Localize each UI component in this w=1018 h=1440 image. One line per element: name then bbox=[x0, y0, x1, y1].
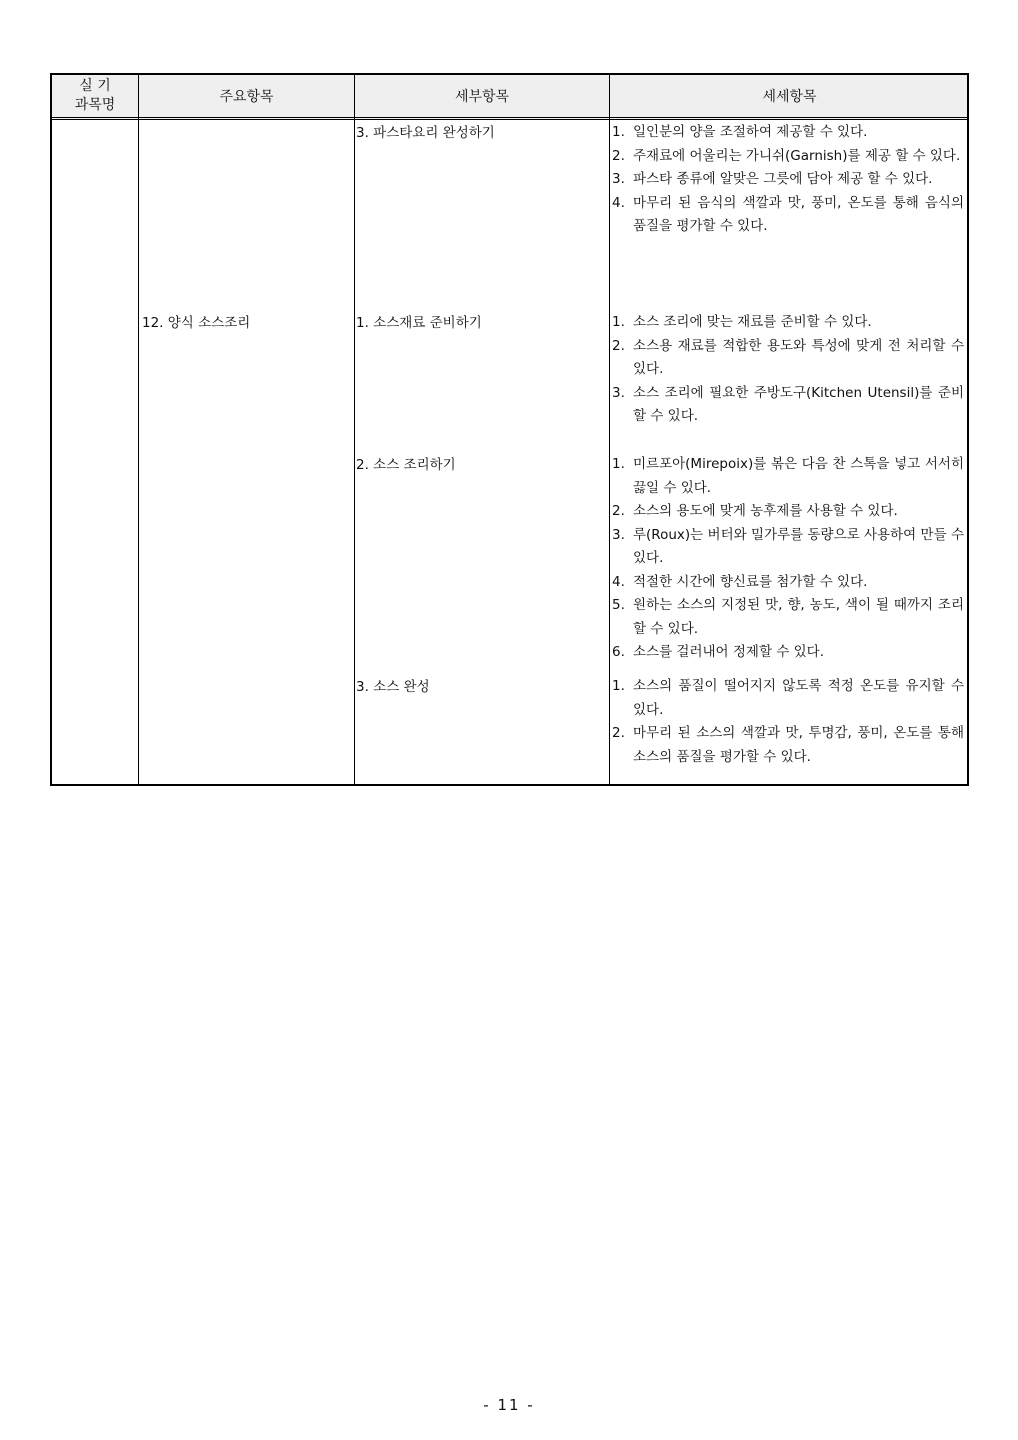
list-item: 1. 미르포아(Mirepoix)를 볶은 다음 찬 스톡을 넣고 서서히 끓일 수 있다. bbox=[612, 456, 964, 496]
sub-item-pasta-finish: 3. 파스타요리 완성하기 bbox=[356, 125, 495, 141]
list-item: 1. 소스의 품질이 떨어지지 않도록 적정 온도를 유지할 수 있다. bbox=[612, 678, 964, 718]
list-item: 4. 마무리 된 음식의 색깔과 맛, 풍미, 온도를 통해 음식의 품질을 평가할 수 있다. bbox=[612, 194, 964, 234]
list-item: 3. 소스 조리에 필요한 주방도구(Kitchen Utensil)를 준비할 수 있다. bbox=[612, 384, 964, 424]
sub-item-sauce-finish: 3. 소스 완성 bbox=[356, 679, 430, 695]
column-divider bbox=[609, 75, 610, 784]
detail-list-sauce-finish bbox=[612, 675, 964, 769]
table-header bbox=[52, 75, 967, 120]
sub-item-sauce-cook: 2. 소스 조리하기 bbox=[356, 457, 456, 473]
curriculum-table bbox=[50, 73, 969, 786]
list-item: 3. 루(Roux)는 버터와 밀가루를 동량으로 사용하여 만들 수 있다. bbox=[612, 526, 964, 566]
list-item: 4. 적절한 시간에 향신료를 첨가할 수 있다. bbox=[612, 573, 868, 590]
header-main-item: 주요항목 bbox=[219, 89, 274, 105]
list-item: 6. 소스를 걸러내어 정제할 수 있다. bbox=[612, 644, 824, 660]
header-subject-name bbox=[52, 75, 138, 117]
list-item: 3. 파스타 종류에 알맞은 그릇에 담아 제공 할 수 있다. bbox=[612, 171, 933, 187]
header-subject-line2: 과목명 bbox=[74, 97, 116, 113]
header-subject-line1: 실 기 bbox=[79, 78, 111, 94]
main-item-western-sauce: 12. 양식 소스조리 bbox=[142, 315, 251, 331]
column-divider bbox=[138, 75, 139, 784]
header-sub-item: 세부항목 bbox=[454, 89, 510, 105]
page-number: - 11 - bbox=[483, 1396, 535, 1414]
list-item: 5. 원하는 소스의 지정된 맛, 향, 농도, 색이 될 때까지 조리할 수 있다. bbox=[612, 597, 964, 637]
detail-list-sauce-cook bbox=[612, 453, 964, 665]
column-divider bbox=[354, 75, 355, 784]
list-item: 2. 주재료에 어울리는 가니쉬(Garnish)를 제공 할 수 있다. bbox=[612, 147, 961, 164]
list-item: 2. 소스의 용도에 맞게 농후제를 사용할 수 있다. bbox=[612, 503, 898, 519]
detail-list-pasta bbox=[612, 121, 964, 239]
list-item: 1. 일인분의 양을 조절하여 제공할 수 있다. bbox=[612, 124, 868, 140]
list-item: 2. 소스용 재료를 적합한 용도와 특성에 맞게 전 처리할 수 있다. bbox=[612, 337, 964, 377]
sub-item-sauce-prep: 1. 소스재료 준비하기 bbox=[356, 315, 482, 331]
detail-list-sauce-prep bbox=[612, 311, 964, 429]
list-item: 2. 마무리 된 소스의 색깔과 맛, 투명감, 풍미, 온도를 통해 소스의 품질을 평가할 수 있다. bbox=[612, 725, 964, 765]
header-detail-item: 세세항목 bbox=[762, 89, 817, 105]
list-item: 1. 소스 조리에 맞는 재료를 준비할 수 있다. bbox=[612, 314, 872, 330]
